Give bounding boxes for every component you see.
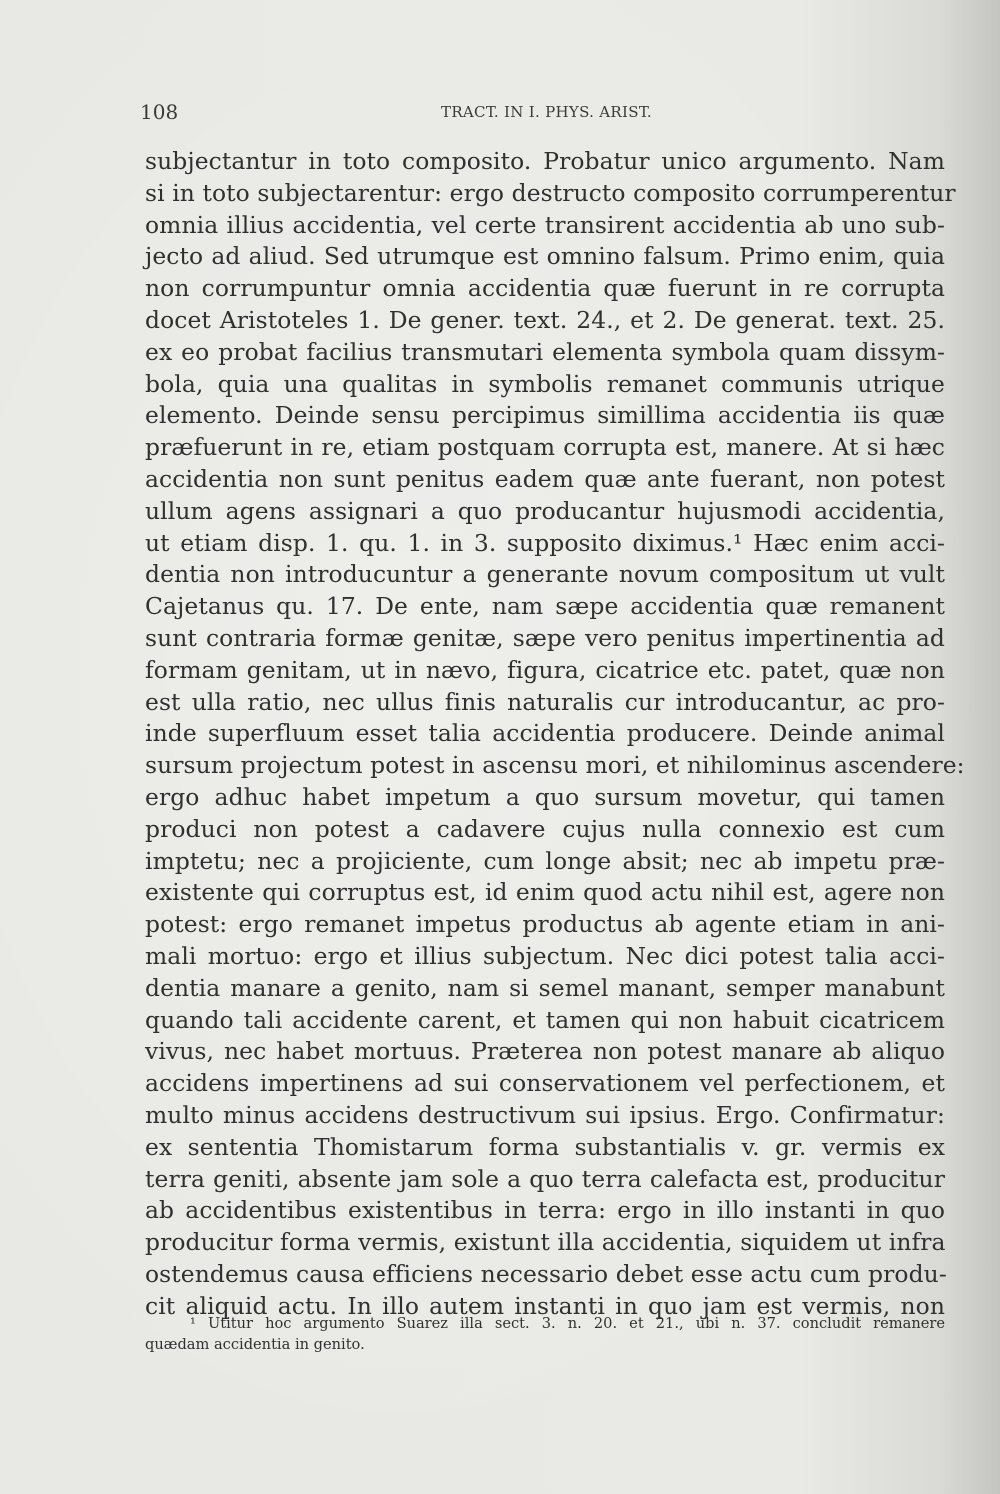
text-line: accidentia non sunt penitus eadem quæ ante fuerant, non potest (145, 464, 945, 493)
text-line: si in toto subjectarentur: ergo destructo composito corrumperentur (145, 178, 956, 207)
text-line: producitur forma vermis, existunt illa accidentia, siquidem ut infra (145, 1228, 946, 1257)
text-line: præfuerunt in re, etiam postquam corrupta est, manere. At si hæc (145, 433, 945, 462)
text-line: bola, quia una qualitas in symbolis remanet communis utrique (145, 369, 945, 398)
text-line: sursum projectum potest in ascensu mori, et nihilominus ascendere: (145, 751, 965, 780)
text-line: vivus, nec habet mortuus. Præterea non potest manare ab aliquo (145, 1037, 945, 1066)
text-line: formam genitam, ut in nævo, figura, cicatrice etc. patet, quæ non (145, 655, 945, 684)
text-line: ostendemus causa efficiens necessario debet esse actu cum produ- (145, 1259, 947, 1288)
text-line: sunt contraria formæ genitæ, sæpe vero penitus impertinentia ad (145, 623, 945, 652)
footnote (145, 1313, 945, 1355)
text-line: Cajetanus qu. 17. De ente, nam sæpe accidentia quæ remanent (145, 592, 945, 621)
footnote-line: ¹ Utitur hoc argumento Suarez illa sect. 3. n. 20. et 21., ubi n. 37. concludit remanere (190, 1315, 945, 1332)
text-line: inde superfluum esset talia accidentia producere. Deinde animal (145, 719, 945, 748)
text-line: dentia non introducuntur a generante novum compositum ut vult (145, 560, 945, 589)
text-line: omnia illius accidentia, vel certe transirent accidentia ab uno sub- (145, 210, 945, 239)
text-line: ex eo probat facilius transmutari elementa symbola quam dissym- (145, 337, 945, 366)
text-line: jecto ad aliud. Sed utrumque est omnino falsum. Primo enim, quia (145, 242, 945, 271)
text-line: ergo adhuc habet impetum a quo sursum movetur, qui tamen (145, 782, 945, 811)
footnote-line: quædam accidentia in genito. (145, 1336, 365, 1353)
text-line: multo minus accidens destructivum sui ipsius. Ergo. Confirmatur: (145, 1100, 945, 1129)
text-line: accidens impertinens ad sui conservationem vel perfectionem, et (145, 1069, 945, 1098)
text-line: subjectantur in toto composito. Probatur unico argumento. Nam (145, 147, 945, 175)
text-line: quando tali accidente carent, et tamen qui non habuit cicatricem (145, 1005, 945, 1034)
text-line: docet Aristoteles 1. De gener. text. 24., et 2. De generat. text. 25. (145, 305, 945, 334)
body-text (145, 146, 965, 1322)
text-line: ab accidentibus existentibus in terra: ergo in illo instanti in quo (145, 1196, 945, 1225)
text-line: elemento. Deinde sensu percipimus simillima accidentia iis quæ (145, 401, 945, 430)
text-line: existente qui corruptus est, id enim quod actu nihil est, agere non (145, 878, 945, 907)
text-line: non corrumpuntur omnia accidentia quæ fuerunt in re corrupta (145, 274, 945, 303)
text-line: cit aliquid actu. In illo autem instanti in quo jam est vermis, non (145, 1291, 945, 1320)
text-line: ullum agens assignari a quo producantur hujusmodi accidentia, (145, 496, 945, 525)
text-line: dentia manare a genito, nam si semel manant, semper manabunt (145, 973, 945, 1002)
text-line: mali mortuo: ergo et illius subjectum. Nec dici potest talia acci- (145, 941, 945, 970)
text-line: produci non potest a cadavere cujus nulla connexio est cum (145, 814, 945, 843)
text-line: ex sententia Thomistarum forma substantialis v. gr. vermis ex (145, 1132, 945, 1161)
page-number: 108 (140, 100, 179, 124)
running-title: TRACT. IN I. PHYS. ARIST. (441, 103, 652, 121)
text-line: ut etiam disp. 1. qu. 1. in 3. supposito diximus.¹ Hæc enim acci- (145, 528, 945, 557)
text-line: est ulla ratio, nec ullus finis naturalis cur introducantur, ac pro- (145, 687, 945, 716)
running-head (140, 100, 652, 130)
text-line: potest: ergo remanet impetus productus ab agente etiam in ani- (145, 910, 945, 939)
text-line: imptetu; nec a projiciente, cum longe absit; nec ab impetu præ- (145, 846, 945, 875)
text-line: terra geniti, absente jam sole a quo terra calefacta est, producitur (145, 1164, 945, 1193)
